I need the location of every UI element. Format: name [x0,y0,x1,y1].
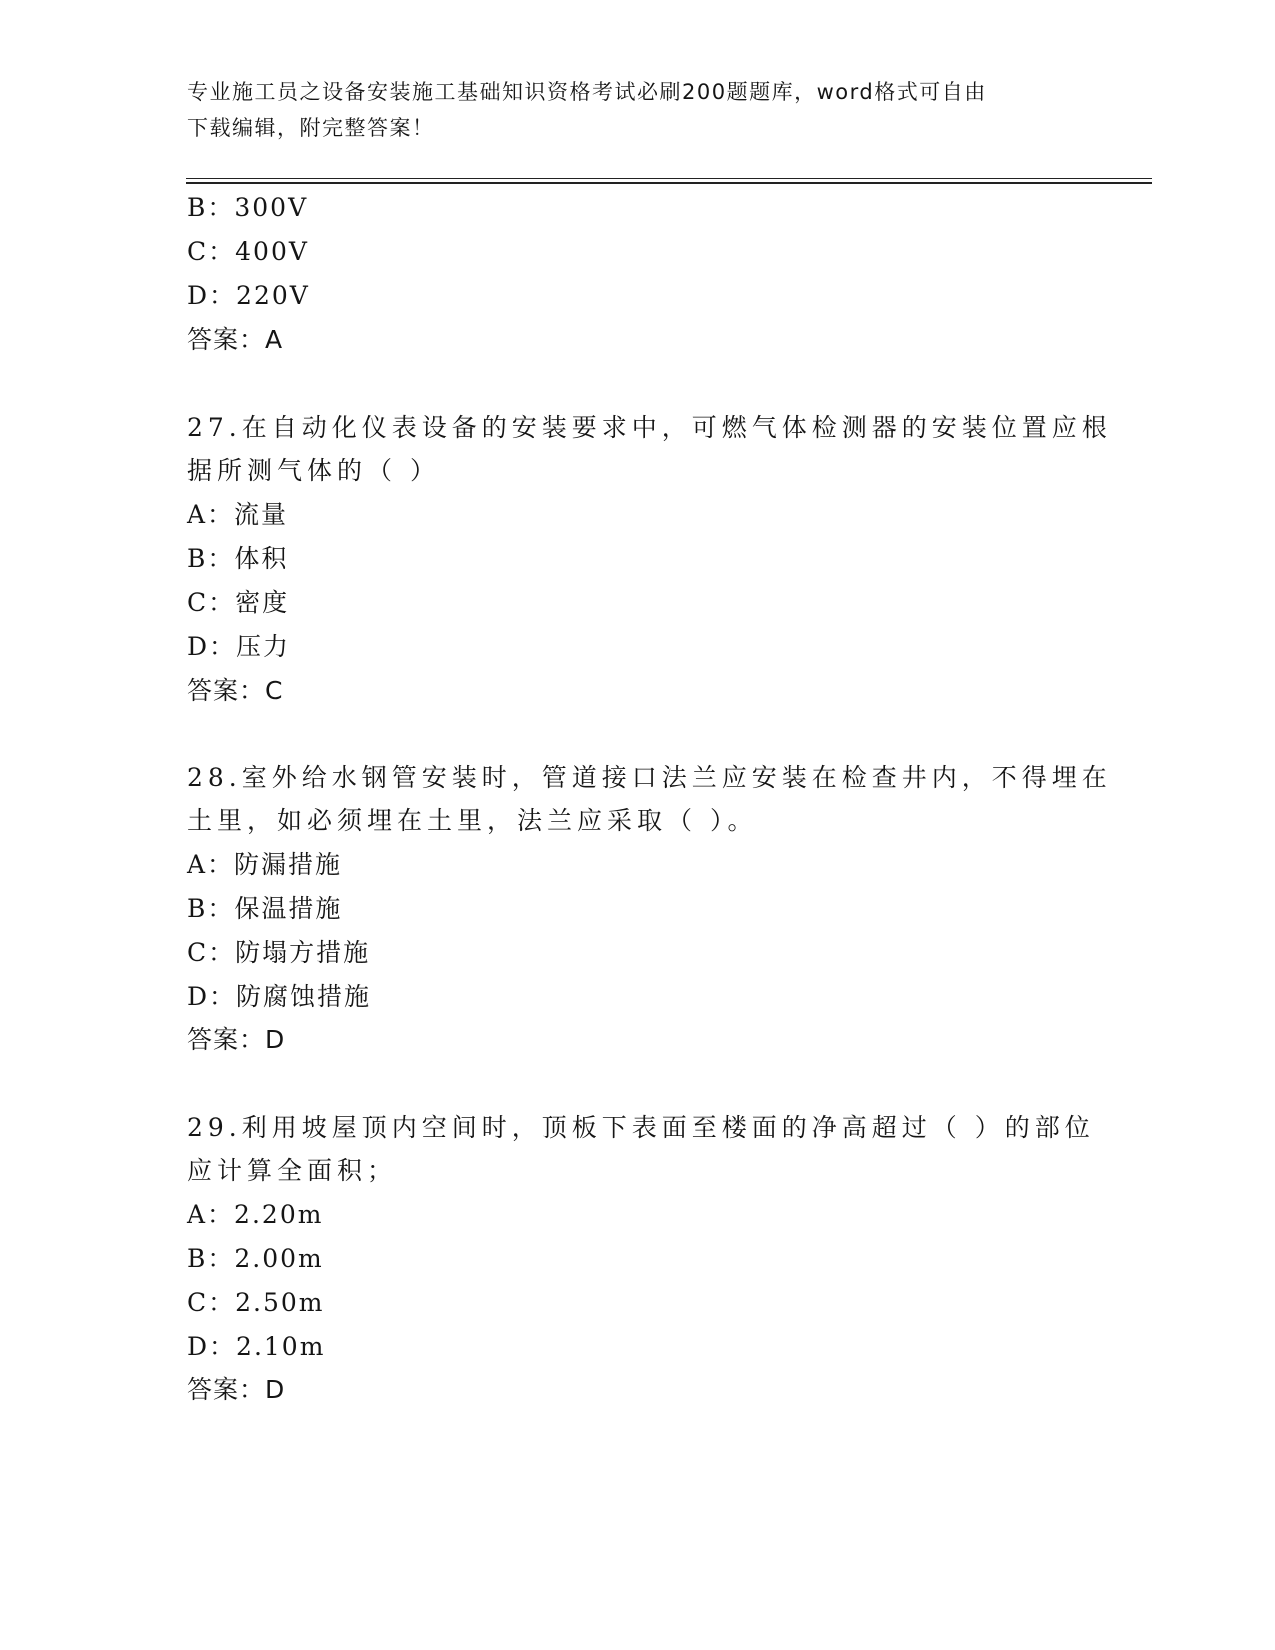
question-27-option-d: D：压力 [187,632,291,661]
option-b: B：300V [187,193,309,222]
question-29-option-d: D：2.10m [187,1332,326,1361]
document-header [187,74,1067,146]
question-29-option-c: C：2.50m [187,1288,325,1317]
question-29-text-line-2: 应计算全面积； [187,1156,398,1185]
question-27-text-line-1: 27.在自动化仪表设备的安装要求中，可燃气体检测器的安装位置应根 [187,413,1112,442]
question-29-option-a: A：2.20m [187,1200,324,1229]
question-28-option-d: D：防腐蚀措施 [187,982,372,1011]
answer-line: 答案：A [187,325,284,354]
question-28-option-b: B：保温措施 [187,894,343,923]
option-c: C：400V [187,237,309,266]
question-29-option-b: B：2.00m [187,1244,324,1273]
question-28-text-line-2: 土里，如必须埋在土里，法兰应采取（ ）。 [187,806,758,835]
question-27-option-a: A：流量 [187,500,289,529]
question-27-text-line-2: 据所测气体的（ ） [187,456,440,485]
header-divider-thick [186,182,1152,184]
header-title-line-2: 下载编辑，附完整答案！ [187,116,435,140]
question-28-option-c: C：防塌方措施 [187,938,371,967]
header-title-line-1: 专业施工员之设备安装施工基础知识资格考试必刷200题题库，word格式可自由 [187,80,987,104]
header-divider-thin [186,178,1152,179]
question-27-option-c: C：密度 [187,588,290,617]
question-28-text-line-1: 28.室外给水钢管安装时，管道接口法兰应安装在检查井内，不得埋在 [187,763,1112,792]
question-29-text-line-1: 29.利用坡屋顶内空间时，顶板下表面至楼面的净高超过（ ）的部位 [187,1113,1095,1142]
question-27-answer: 答案：C [187,676,284,705]
question-28-option-a: A：防漏措施 [187,850,343,879]
question-28-answer: 答案：D [187,1025,286,1054]
question-29-answer: 答案：D [187,1375,286,1404]
question-27-option-b: B：体积 [187,544,289,573]
option-d: D：220V [187,281,310,310]
